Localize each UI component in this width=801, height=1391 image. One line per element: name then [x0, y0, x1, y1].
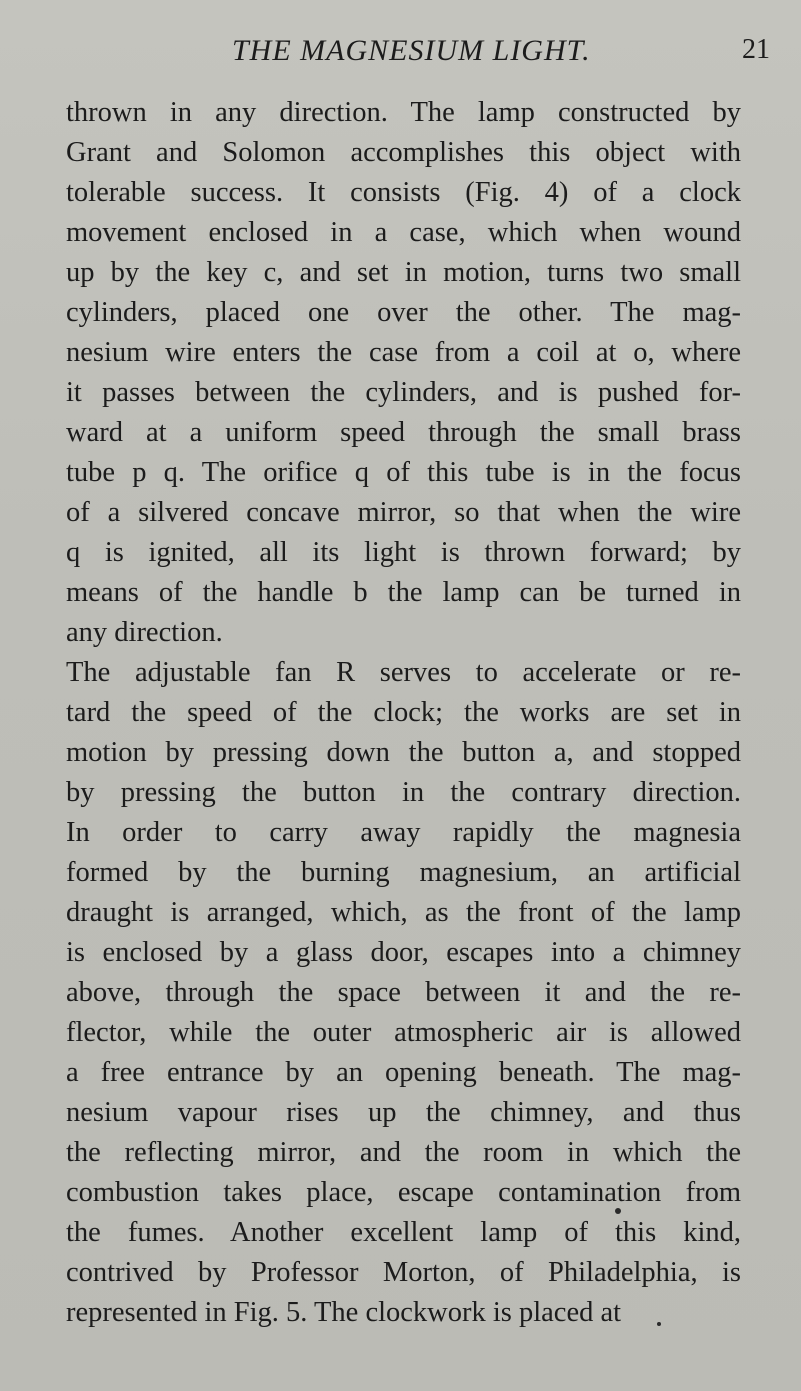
text-line: q is ignited, all its light is thrown forward; by	[66, 537, 741, 568]
page-header	[0, 34, 801, 74]
text-line: movement enclosed in a case, which when wound	[66, 217, 741, 248]
text-line: the reflecting mirror, and the room in which the	[66, 1137, 741, 1168]
text-line: The adjustable fan R serves to accelerate or re-	[66, 657, 741, 688]
text-line: cylinders, placed one over the other. The mag-	[66, 297, 741, 328]
text-line: up by the key c, and set in motion, turns two small	[66, 257, 741, 288]
text-line: above, through the space between it and the re-	[66, 977, 741, 1008]
text-line: nesium wire enters the case from a coil at o, where	[66, 337, 741, 368]
ink-speck	[657, 1322, 661, 1326]
text-line: is enclosed by a glass door, escapes into a chimney	[66, 937, 741, 968]
text-line: flector, while the outer atmospheric air is allowed	[66, 1017, 741, 1048]
text-line: of a silvered concave mirror, so that when the wire	[66, 497, 741, 528]
text-line: tard the speed of the clock; the works are set in	[66, 697, 741, 728]
text-line: tube p q. The orifice q of this tube is in the focus	[66, 457, 741, 488]
text-line: Grant and Solomon accomplishes this object with	[66, 137, 741, 168]
text-line: combustion takes place, escape contamination from	[66, 1177, 741, 1208]
text-line: draught is arranged, which, as the front of the lamp	[66, 897, 741, 928]
text-line: tolerable success. It consists (Fig. 4) of a clock	[66, 177, 741, 208]
running-head: THE MAGNESIUM LIGHT.	[232, 34, 591, 67]
text-line: a free entrance by an opening beneath. The mag-	[66, 1057, 741, 1088]
text-line: ward at a uniform speed through the small brass	[66, 417, 741, 448]
text-line: means of the handle b the lamp can be turned in	[66, 577, 741, 608]
text-line: motion by pressing down the button a, and stopped	[66, 737, 741, 768]
text-line: any direction.	[66, 617, 223, 648]
text-line: the fumes. Another excellent lamp of this kind,	[66, 1217, 741, 1248]
text-line: it passes between the cylinders, and is pushed for-	[66, 377, 741, 408]
text-line: represented in Fig. 5. The clockwork is placed at	[66, 1297, 622, 1328]
text-line: nesium vapour rises up the chimney, and thus	[66, 1097, 741, 1128]
text-line: by pressing the button in the contrary direction.	[66, 777, 741, 808]
text-line: contrived by Professor Morton, of Philadelphia, is	[66, 1257, 741, 1288]
text-line: formed by the burning magnesium, an artificial	[66, 857, 741, 888]
text-line: thrown in any direction. The lamp constructed by	[66, 97, 741, 128]
ink-speck	[615, 1208, 621, 1214]
page-number: 21	[742, 34, 770, 65]
text-line: In order to carry away rapidly the magnesia	[66, 817, 741, 848]
